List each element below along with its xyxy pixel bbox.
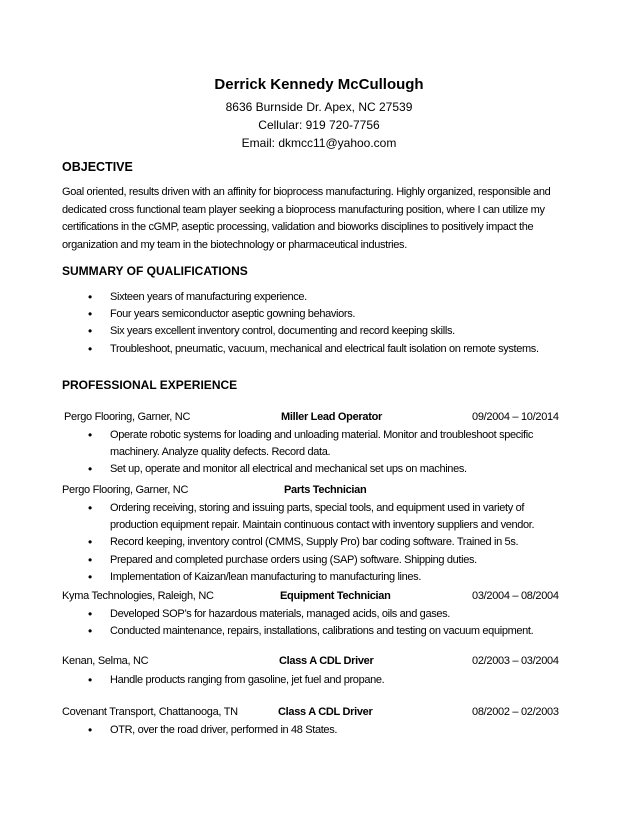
job-bullets: [84, 500, 574, 586]
job-bullets: [84, 672, 574, 689]
job-header: [62, 484, 582, 501]
job-bullet: • Implementation of Kaizan/lean manufacturing to manufacturing lines.: [84, 569, 574, 586]
job-title: Parts Technician: [284, 484, 367, 496]
job-title: Class A CDL Driver: [279, 655, 374, 667]
summary-heading: SUMMARY OF QUALIFICATIONS: [62, 264, 248, 278]
job-bullet: • Conducted maintenance, repairs, installations, calibrations and testing on vacuum equipment.: [84, 623, 574, 640]
job-bullets: [84, 606, 574, 640]
job-company: Pergo Flooring, Garner, NC: [62, 484, 189, 496]
job-bullet: • Handle products ranging from gasoline, jet fuel and propane.: [84, 672, 574, 689]
job-company: Covenant Transport, Chattanooga, TN: [62, 706, 238, 718]
email-line: Email: dkmcc11@yahoo.com: [241, 136, 397, 150]
experience-heading: PROFESSIONAL EXPERIENCE: [62, 378, 238, 392]
job-bullets: [84, 427, 574, 479]
job-bullets: [84, 722, 574, 739]
job-dates: 09/2004 – 10/2014: [472, 411, 559, 423]
job-company: Pergo Flooring, Garner, NC: [64, 411, 191, 423]
job-dates: 02/2003 – 03/2004: [472, 655, 559, 667]
summary-list: [84, 289, 584, 358]
job-dates: 03/2004 – 08/2004: [472, 590, 559, 602]
job-bullet: • Ordering receiving, storing and issuing parts, special tools, and equipment used in variety of production equipment repair. Maintain continuous contact with inventory suppliers and vendor.: [84, 500, 574, 534]
summary-item: • Sixteen years of manufacturing experience.: [84, 289, 584, 306]
summary-item: • Four years semiconductor aseptic gowning behaviors.: [84, 306, 584, 323]
job-title: Miller Lead Operator: [281, 411, 382, 423]
job-header: [62, 590, 582, 607]
cellular-line: Cellular: 919 720-7756: [258, 118, 380, 132]
objective-heading: OBJECTIVE: [62, 160, 133, 174]
objective-text: Goal oriented, results driven with an affinity for bioprocess manufacturing. Highly organized, responsible and dedicated cross functional team player seeking a bioprocess manufacturing position, where I can utilize my certifications in the cGMP, aseptic processing, validation and bioworks disciplines to positively impact the organization and my team in the biotechnology or pharmaceutical industries.: [62, 186, 551, 251]
job-bullet: • Prepared and completed purchase orders using (SAP) software. Shipping duties.: [84, 552, 574, 569]
address-line: 8636 Burnside Dr. Apex, NC 27539: [225, 100, 413, 114]
job-bullet: • Record keeping, inventory control (CMMS, Supply Pro) bar coding software. Trained in 5s.: [84, 534, 574, 551]
job-bullet: • Set up, operate and monitor all electrical and mechanical set ups on machines.: [84, 461, 574, 478]
summary-item: • Troubleshoot, pneumatic, vacuum, mechanical and electrical fault isolation on remote systems.: [84, 341, 584, 358]
job-title: Equipment Technician: [280, 590, 391, 602]
job-header: [64, 411, 584, 428]
job-bullet: • Operate robotic systems for loading and unloading material. Monitor and troubleshoot specific machinery. Analyze quality defects. Record data.: [84, 427, 574, 461]
job-header: [62, 655, 582, 672]
job-company: Kyma Technologies, Raleigh, NC: [62, 590, 214, 602]
summary-item: • Six years excellent inventory control, documenting and record keeping skills.: [84, 323, 584, 340]
job-title: Class A CDL Driver: [278, 706, 373, 718]
job-bullet: • OTR, over the road driver, performed in 48 States.: [84, 722, 574, 739]
job-dates: 08/2002 – 02/2003: [472, 706, 559, 718]
job-company: Kenan, Selma, NC: [62, 655, 149, 667]
candidate-name: Derrick Kennedy McCullough: [214, 76, 424, 93]
job-bullet: • Developed SOP’s for hazardous materials, managed acids, oils and gases.: [84, 606, 574, 623]
job-header: [62, 706, 582, 723]
